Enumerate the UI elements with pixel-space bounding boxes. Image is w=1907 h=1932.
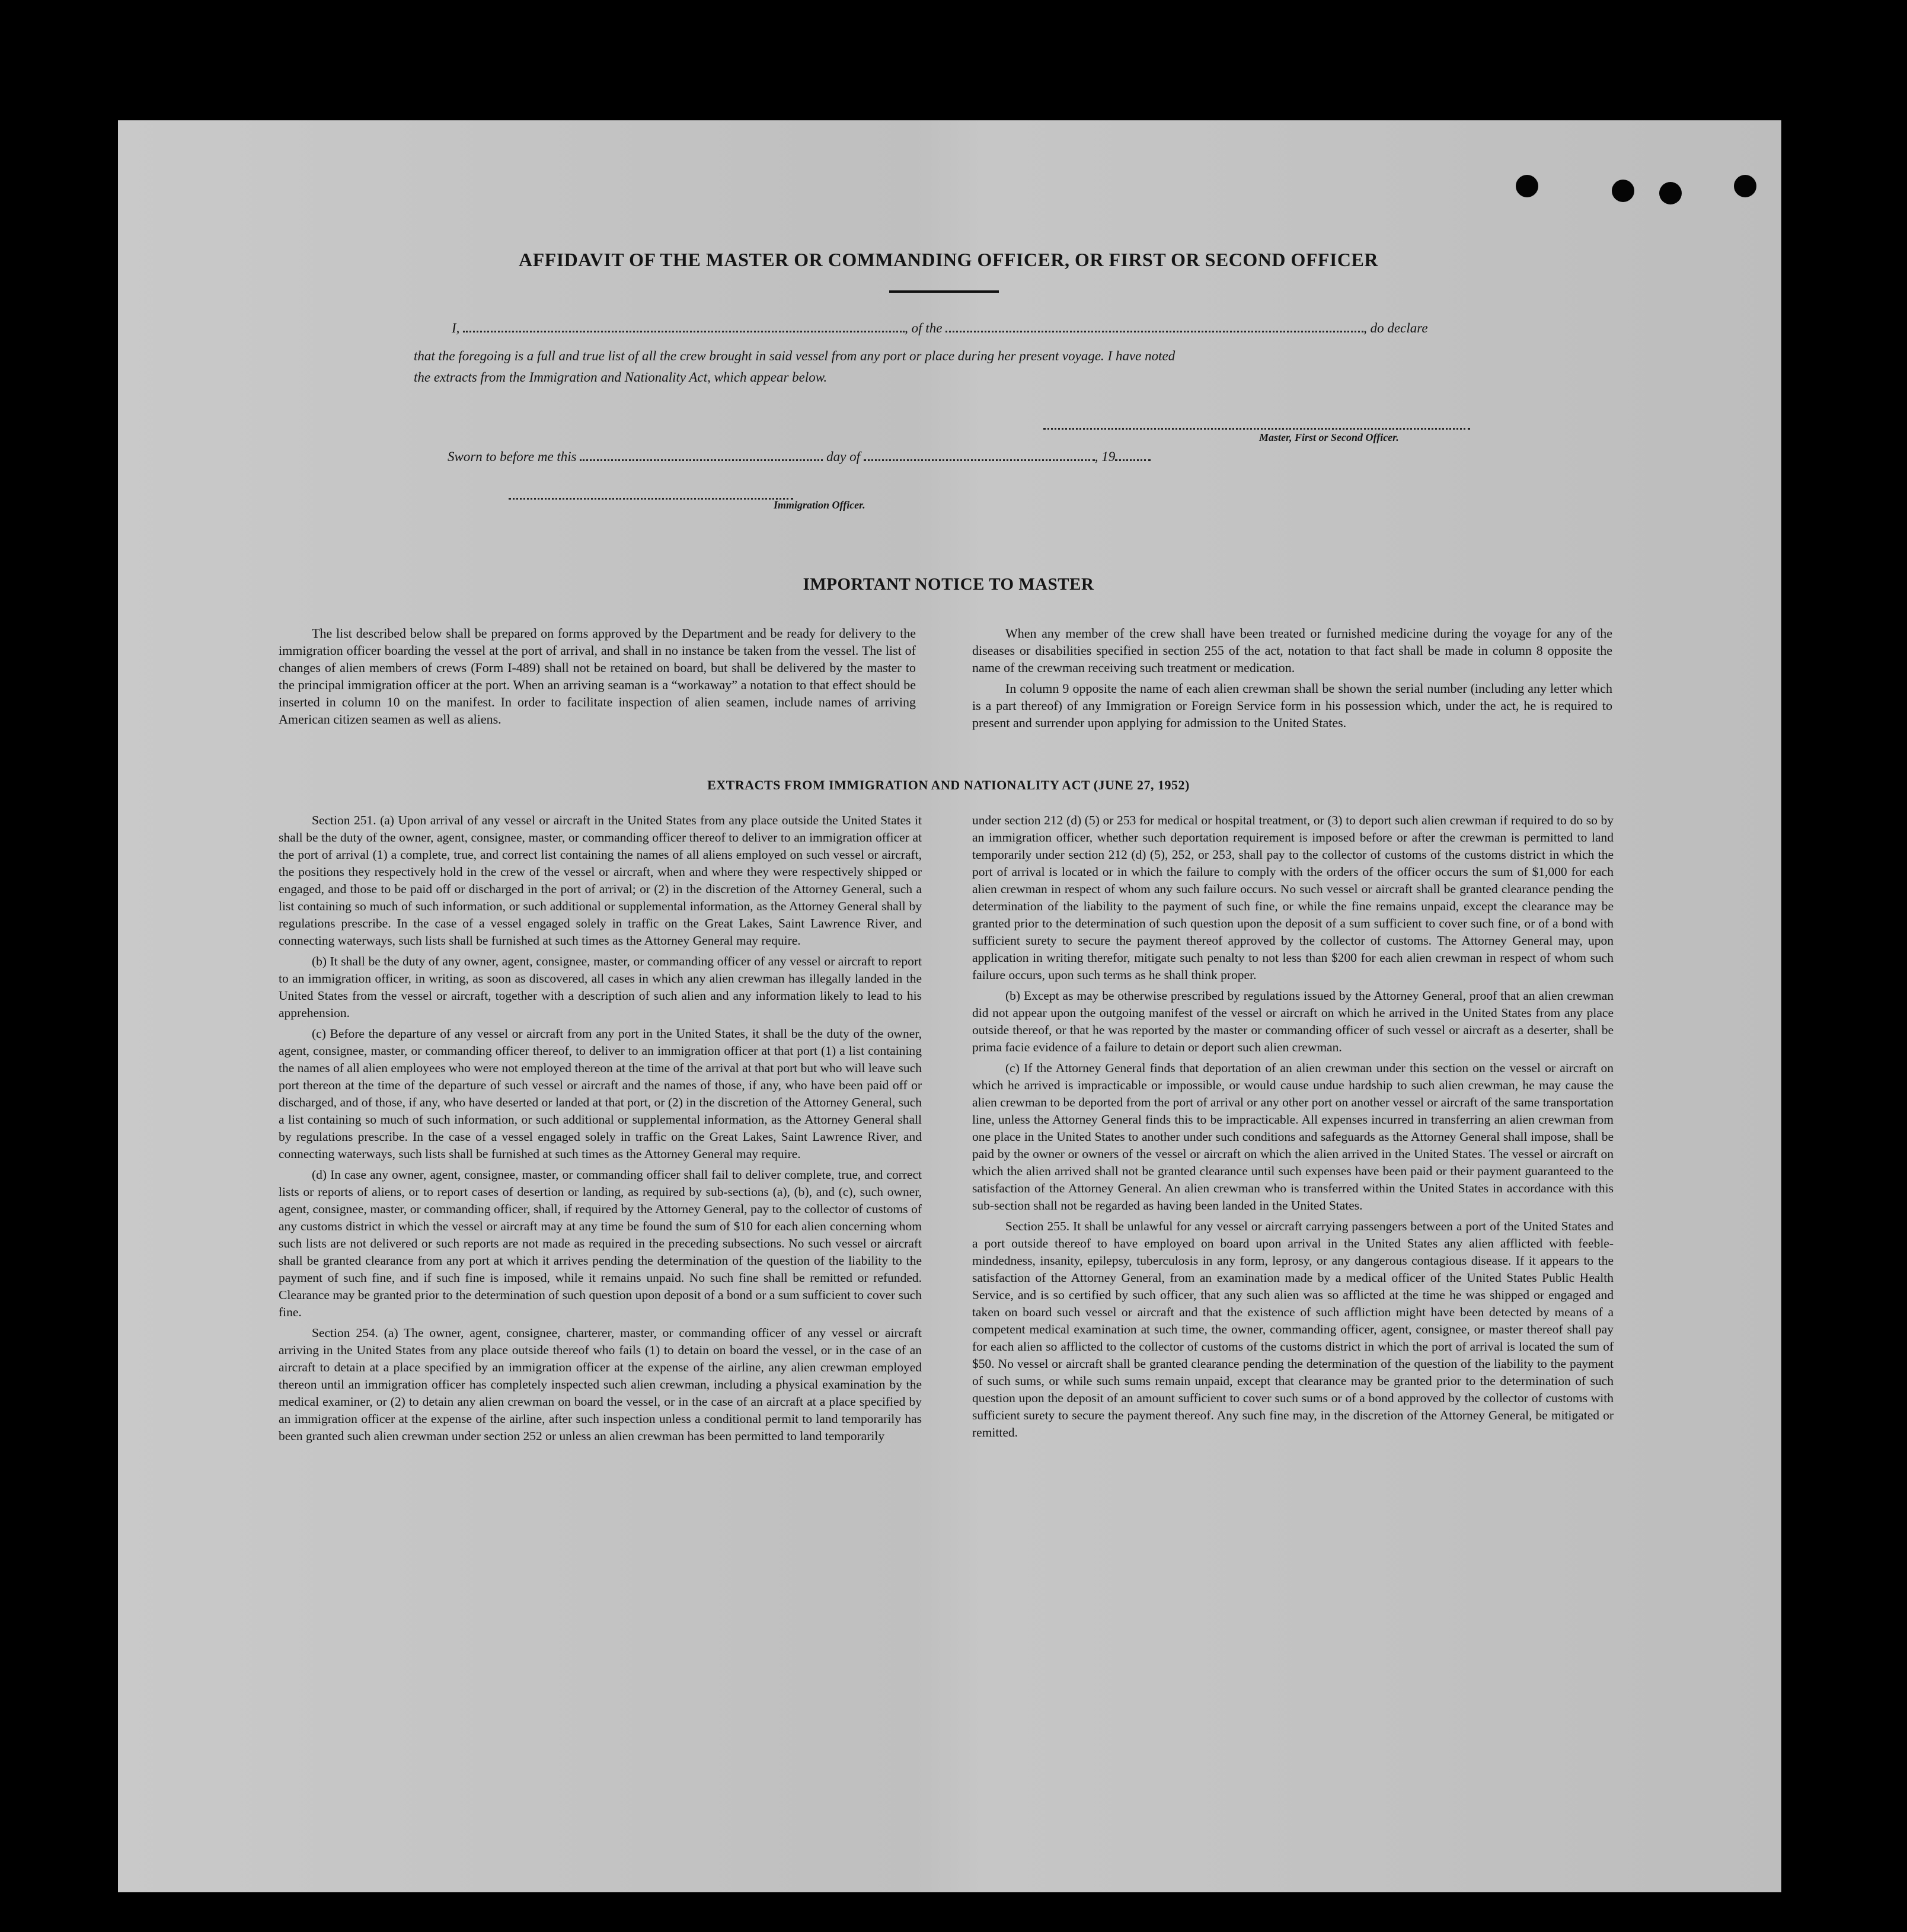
extracts-left-column [279,812,922,1448]
master-signature-line [1043,417,1470,433]
notice-left-paragraph: The list described below shall be prepared on forms approved by the Department and be ready for delivery to the immigration officer boarding the vessel at the port of arrival, and shall in no instance be taken from the vessel. The list of changes of alien members of crews (Form I-489) shall not be retained on board, but shall be delivered by the master to the principal immigration officer at the port. When an arriving seaman is a “workaway” a notation to that effect should be inserted in column 10 on the manifest. In order to facilitate inspection of alien seamen, include names of arriving American citizen seamen as well as aliens. [279,626,916,727]
immigration-officer-label: Immigration Officer. [774,499,865,511]
title-rule [889,290,999,293]
section-254-b: (b) Except as may be otherwise prescribed by regulations issued by the Attorney General, proof that an alien crewman did not appear upon the outgoing manifest of the vessel or aircraft on which he arrived in the United States from any place outside thereof, or that he was reported by the master or commanding officer of such vessel or aircraft as a deserter, shall be prima facie evidence of a failure to detain or deport such alien crewman. [972,989,1614,1054]
officer-signature-blank [509,487,793,500]
notice-left-column [279,625,916,731]
affidavit-of-the: , of the [905,321,943,335]
punch-hole [1516,175,1538,197]
section-251-a: Section 251. (a) Upon arrival of any vessel or aircraft in the United States from any place outside the United States it shall be the duty of the owner, agent, consignee, master, or commanding officer thereof to deliver to an immigration officer at the port of arrival (1) a complete, true, and correct list containing the names of all aliens employed on such vessel or aircraft, the positions they respectively hold in the crew of the vessel or aircraft, when and where they were respectively shipped or engaged, and those to be paid off or discharged in the port of arrival; or (2) in the discretion of the Attorney General, such a list containing so much of such information, or such additional or supplemental information, as the Attorney General shall by regulations prescribe. In the case of a vessel engaged solely in traffic on the Great Lakes, Saint Lawrence River, and connecting waterways, such lists shall be furnished at such times as the Attorney General may require. [279,813,922,948]
affidavit-line-2: that the foregoing is a full and true list of all the crew brought in said vessel from any port or place during her present voyage. I have noted [414,348,1175,363]
affidavit-line-1 [452,320,1428,336]
sworn-day-blank [580,449,823,461]
affidavit-declare: , do declare [1363,321,1428,335]
section-251-b: (b) It shall be the duty of any owner, agent, consignee, master, or commanding officer of any vessel or aircraft to report to an immigration officer, in writing, as soon as discovered, all cases in which any alien crewman has illegally landed in the United States from the vessel or aircraft, together with a description of such alien and any information likely to lead to his apprehension. [279,954,922,1020]
section-254-a-continued: under section 212 (d) (5) or 253 for medical or hospital treatment, or (3) to deport such alien crewman if required to do so by an immigration officer, whether such deportation requirement is imposed before or after the crewman is permitted to land temporarily under section 212 (d) (5), 252, or 253, shall pay to the collector of customs of the customs district in which the port of arrival is located or in which the failure to comply with the orders of the officer occurs the sum of $1,000 for each alien crewman in respect of whom any such failure occurs. No such vessel or aircraft shall be granted clearance pending the determination of the liability to the payment of such fine, or while the fine remains unpaid, except the clearance may be granted prior to the determination of such question upon the deposit of a sum sufficient to cover such fine, or of a bond with sufficient surety to secure the payment thereof approved by the collector of customs. The Attorney General may, upon application in writing therefor, mitigate such penalty to not less than $200 for each alien crewman in respect of whom such failure occurs, upon such terms as he shall think proper. [972,813,1614,982]
notice-right-column [972,625,1612,735]
year-blank [1115,449,1151,461]
day-of-text: day of [826,449,860,464]
notice-right-paragraph: In column 9 opposite the name of each alien crewman shall be shown the serial number (including any letter which is a part thereof) of any Immigration or Foreign Service form in his possession which, under the act, he is required to present and surrender upon applying for admission to the United States. [972,681,1612,730]
sworn-line [448,449,1151,465]
punch-hole [1612,180,1634,202]
notice-right-paragraph: When any member of the crew shall have been treated or furnished medicine during the voyage for any of the diseases or disabilities specified in section 255 of the act, notation to that fact shall be made in column 8 opposite the name of the crewman receiving such treatment or medication. [972,626,1612,675]
master-label: Master, First or Second Officer. [1259,431,1399,443]
sworn-text: Sworn to before me this [448,449,577,464]
section-251-c: (c) Before the departure of any vessel or aircraft from any port in the United States, it shall be the duty of the owner, agent, consignee, master, or commanding officer thereof, to deliver to an immigration officer at that port (1) a list containing the names of all alien employees who were not employed thereon at the time of the arrival at that port but who will leave such port thereon at the time of the departure of such vessel or aircraft and the names of those, if any, who have been paid off or discharged, and of those, if any, who have deserted or landed at that port, or (2) in the discretion of the Attorney General, such a list containing so much of such information, or such additional or supplemental information, as the Attorney General shall by regulations prescribe. In the case of a vessel engaged solely in traffic on the Great Lakes, Saint Lawrence River, and connecting waterways, such lists shall be furnished at such times as the Attorney General may require. [279,1026,922,1161]
section-255: Section 255. It shall be unlawful for any vessel or aircraft carrying passengers between a port of the United States and a port outside thereof to have employed on board upon arrival in the United States any alien afflicted with feeble-mindedness, insanity, epilepsy, tuberculosis in any form, leprosy, or any dangerous contagious disease. If it appears to the satisfaction of the Attorney General, from an examination made by a medical officer of the United States Public Health Service, and is so certified by such officer, that any such alien was so afflicted at the time he was shipped or engaged and taken on board such vessel or aircraft and that the existence of such affliction might have been detected by means of a competent medical examination at such time, the owner, commanding officer, agent, consignee, or master thereof shall pay for each alien so afflicted to the collector of customs of the customs district in which the port of arrival is located the sum of $50. No vessel or aircraft shall be granted clearance pending the determination of the question of the liability to the payment of such sums, or while such sums remain unpaid, except that clearance may be granted prior to the determination of such question upon the deposit of an amount sufficient to cover such sums or of a bond approved by the collector of customs with sufficient surety to secure the payment thereof. Any such fine may, in the discretion of the Attorney General, be mitigated or remitted. [972,1219,1614,1440]
master-signature-blank [1043,417,1470,430]
extracts-title: EXTRACTS FROM IMMIGRATION AND NATIONALITY ACT (JUNE 27, 1952) [707,778,1190,792]
name-blank [463,320,905,332]
punch-hole [1659,182,1682,204]
affidavit-title: AFFIDAVIT OF THE MASTER OR COMMANDING OFFICER, OR FIRST OR SECOND OFFICER [519,249,1378,270]
section-254-a: Section 254. (a) The owner, agent, consignee, charterer, master, or commanding officer of any vessel or aircraft arriving in the United States from any place outside thereof who fails (1) to detain on board the vessel, or in the case of an aircraft to detain at a place specified by an immigration officer at the expense of the airline, any alien crewman employed thereon until an immigration officer has completely inspected such alien crewman, including a physical examination by the medical examiner, or (2) to detain any alien crewman on board the vessel, or in the case of an aircraft at a place specified by an immigration officer at the expense of the airline, after such inspection unless a conditional permit to land temporarily has been granted such alien crewman under section 252 or unless an alien crewman has been permitted to land temporarily [279,1326,922,1443]
section-254-c: (c) If the Attorney General finds that deportation of an alien crewman under this section on the vessel or aircraft on which he arrived is impracticable or impossible, or would cause undue hardship to such alien crewman, he may cause the alien crewman to be deported from the port of arrival or any other port on another vessel or aircraft of the same transportation line, unless the Attorney General finds this to be impracticable. All expenses incurred in transferring an alien crewman from one place in the United States to another under such conditions and safeguards as the Attorney General shall impose, shall be paid by the owner or owners of the vessel or aircraft on which the alien arrived in the United States. The vessel or aircraft on which the alien arrived shall not be granted clearance until such expenses have been paid or their payment guaranteed to the satisfaction of the Attorney General. An alien crewman who is transferred within the United States in accordance with this sub-section shall not be regarded as having been landed in the United States. [972,1061,1614,1213]
punch-hole [1734,175,1756,197]
affidavit-i: I, [452,321,460,335]
officer-signature-line [509,487,793,503]
year-text: , 19 [1094,449,1116,464]
vessel-blank [945,320,1363,332]
notice-title: IMPORTANT NOTICE TO MASTER [803,575,1094,594]
extracts-right-column [972,812,1614,1445]
month-blank [864,449,1095,461]
section-251-d: (d) In case any owner, agent, consignee, master, or commanding officer shall fail to deliver complete, true, and correct lists or reports of aliens, or to report cases of desertion or landing, as required by sub-sections (a), (b), and (c), such owner, agent, consignee, master, or commanding officer, shall, if required by the Attorney General, pay to the collector of customs of any customs district in which the vessel or aircraft may at any time be found the sum of $10 for each alien concerning whom such lists are not delivered or such reports are not made as required in the preceding subsections. No such vessel or aircraft shall be granted clearance from any port at which it arrives pending the determination of the question of the liability to the payment of such fine, and if such fine is imposed, while it remains unpaid. No such fine shall be remitted or refunded. Clearance may be granted prior to the determination of such question upon deposit of a bond or a sum sufficient to cover such fine. [279,1167,922,1319]
affidavit-line-3: the extracts from the Immigration and Nationality Act, which appear below. [414,370,828,385]
